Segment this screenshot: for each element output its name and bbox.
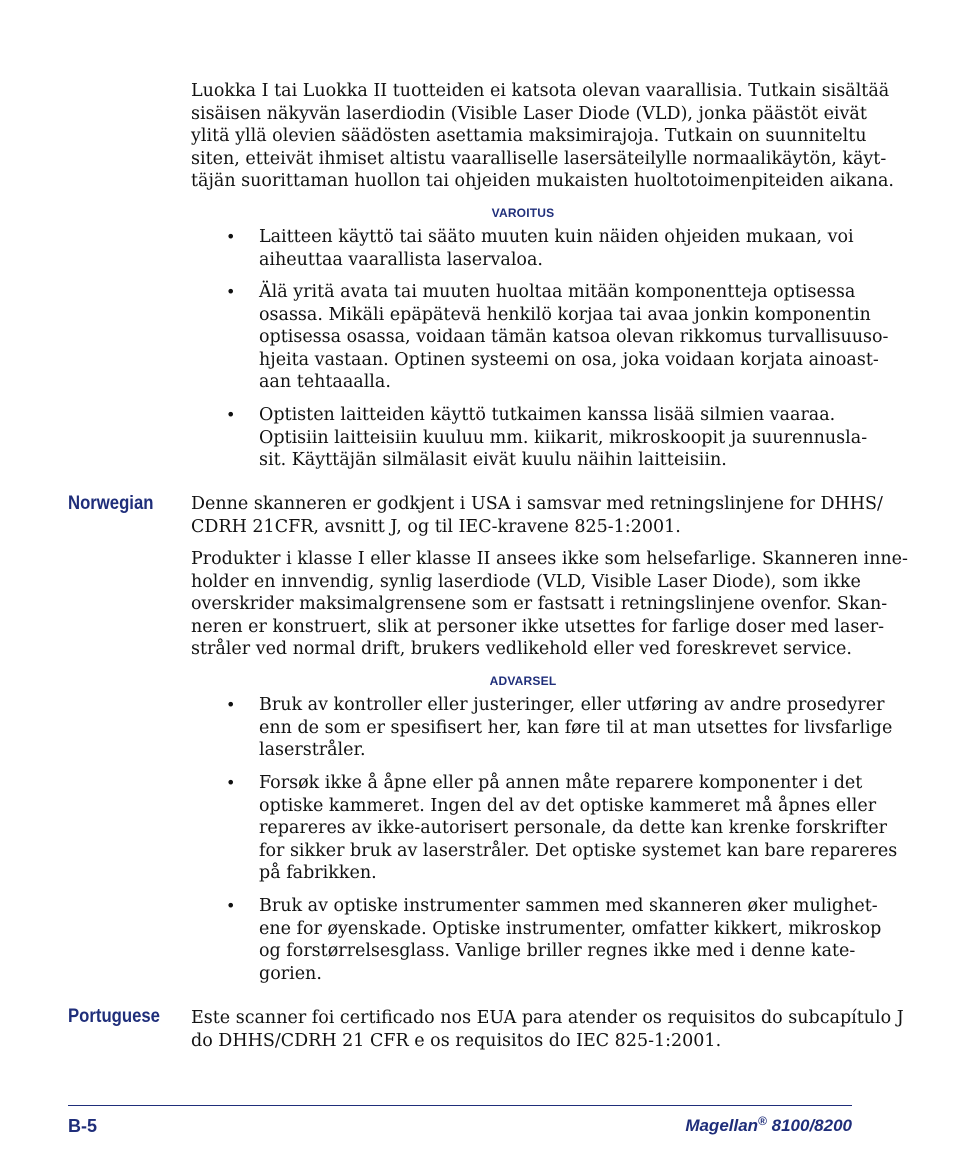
text-line: osassa. Mikäli epäpätevä henkilö korjaa tai avaa jonkin komponentin [259, 304, 871, 325]
text-line: siten, etteivät ihmiset altistu vaaralliselle lasersäteilylle normaalikäytön, käyt- [191, 148, 887, 169]
portuguese-paragraph-1 [191, 1007, 904, 1052]
text-line: og forstørrelsesglass. Vanlige briller regnes ikke med i denne kate- [259, 941, 856, 962]
text-line: Optisiin laitteisiin kuuluu mm. kiikarit, mikroskoopit ja suurennusla- [259, 427, 868, 448]
text-line: aan tehtaaalla. [259, 372, 391, 393]
text-line: gorien. [259, 963, 322, 984]
norwegian-bullet-1 [259, 694, 893, 762]
finnish-intro-paragraph [191, 80, 894, 193]
text-line: neren er konstruert, slik at personer ikke utsettes for farlige doser med laser- [191, 616, 885, 637]
text-line: repareres av ikke-autorisert personale, da dette kan krenke forskrifter [259, 818, 887, 839]
finnish-bullet-1 [259, 226, 855, 271]
text-line: hjeita vastaan. Optinen systeemi on osa, joka voidaan korjata ainoast- [259, 349, 879, 370]
text-line: Laitteen käyttö tai sääto muuten kuin näiden ohjeiden mukaan, voi [259, 227, 854, 247]
text-line: enn de som er spesifisert her, kan føre til at man utsettes for livsfarlige [259, 717, 893, 738]
norwegian-paragraph-2 [191, 548, 908, 661]
text-line: optisessa osassa, voidaan tämän katsoa olevan rikkomus turvallisuuso- [259, 327, 889, 348]
finnish-bullet-3 [259, 404, 868, 472]
text-line: aiheuttaa vaarallista laservaloa. [259, 249, 543, 270]
bullet-marker: • [226, 282, 236, 301]
text-line: holder en innvendig, synlig laserdiode (VLD, Visible Laser Diode), som ikke [191, 571, 861, 592]
bullet-marker: • [226, 227, 236, 246]
page-number: B-5 [68, 1116, 98, 1136]
text-line: sisäisen näkyvän laserdiodin (Visible Laser Diode (VLD), jonka päästöt eivät [191, 103, 867, 124]
text-line: Optisten laitteiden käyttö tutkaimen kanssa lisää silmien vaaraa. [259, 405, 836, 425]
norwegian-heading: Norwegian [68, 493, 154, 514]
text-line: Bruk av optiske instrumenter sammen med skanneren øker mulighet- [259, 896, 878, 916]
text-line: optiske kammeret. Ingen del av det optiske kammeret må åpnes eller [259, 795, 877, 816]
norwegian-bullet-2 [259, 772, 898, 885]
finnish-warning-label: VAROITUS [491, 206, 555, 220]
bullet-marker: • [226, 773, 236, 792]
text-line: Luokka I tai Luokka II tuotteiden ei katsota olevan vaarallisia. Tutkain sisältää [191, 81, 890, 101]
norwegian-warning-label: ADVARSEL [489, 674, 557, 688]
text-line: CDRH 21CFR, avsnitt J, og til IEC-kravene 825-1:2001. [191, 516, 681, 537]
finnish-bullet-2 [259, 281, 889, 394]
text-line: stråler ved normal drift, brukers vedlikehold eller ved foreskrevet service. [191, 639, 852, 660]
portuguese-heading: Portuguese [68, 1006, 160, 1027]
text-line: Denne skanneren er godkjent i USA i samsvar med retningslinjene for DHHS/ [191, 494, 883, 514]
text-line: Bruk av kontroller eller justeringer, eller utføring av andre prosedyrer [259, 695, 885, 715]
text-line: ylitä yllä olevien säädösten asettamia maksimirajoja. Tutkain on suunniteltu [191, 126, 867, 147]
footer-product-title [685, 1114, 852, 1136]
bullet-marker: • [226, 405, 236, 424]
norwegian-paragraph-1 [191, 493, 883, 538]
registered-mark: ® [758, 1114, 767, 1128]
text-line: Produkter i klasse I eller klasse II ansees ikke som helsefarlige. Skanneren inne- [191, 549, 908, 569]
product-model: 8100/8200 [766, 1116, 852, 1135]
text-line: ene for øyenskade. Optiske instrumenter, omfatter kikkert, mikroskop [259, 918, 882, 939]
text-line: på fabrikken. [259, 863, 377, 884]
norwegian-bullet-3 [259, 895, 882, 985]
bullet-marker: • [226, 896, 236, 915]
text-line: Forsøk ikke å åpne eller på annen måte reparere komponenter i det [259, 773, 863, 793]
text-line: Este scanner foi certificado nos EUA para atender os requisitos do subcapítulo J [191, 1008, 904, 1028]
text-line: do DHHS/CDRH 21 CFR e os requisitos do IEC 825-1:2001. [191, 1030, 722, 1051]
text-line: for sikker bruk av laserstråler. Det optiske systemet kan bare repareres [259, 840, 898, 861]
text-line: sit. Käyttäjän silmälasit eivät kuulu näihin laitteisiin. [259, 450, 727, 471]
text-line: laserstråler. [259, 740, 366, 761]
footer-divider [68, 1105, 852, 1106]
bullet-marker: • [226, 695, 236, 714]
product-name: Magellan [685, 1116, 759, 1135]
text-line: Älä yritä avata tai muuten huoltaa mitään komponentteja optisessa [259, 282, 856, 302]
text-line: täjän suorittaman huollon tai ohjeiden mukaisten huoltotoimenpiteiden aikana. [191, 171, 894, 192]
text-line: overskrider maksimalgrensene som er fastsatt i retningslinjene ovenfor. Skan- [191, 594, 888, 615]
